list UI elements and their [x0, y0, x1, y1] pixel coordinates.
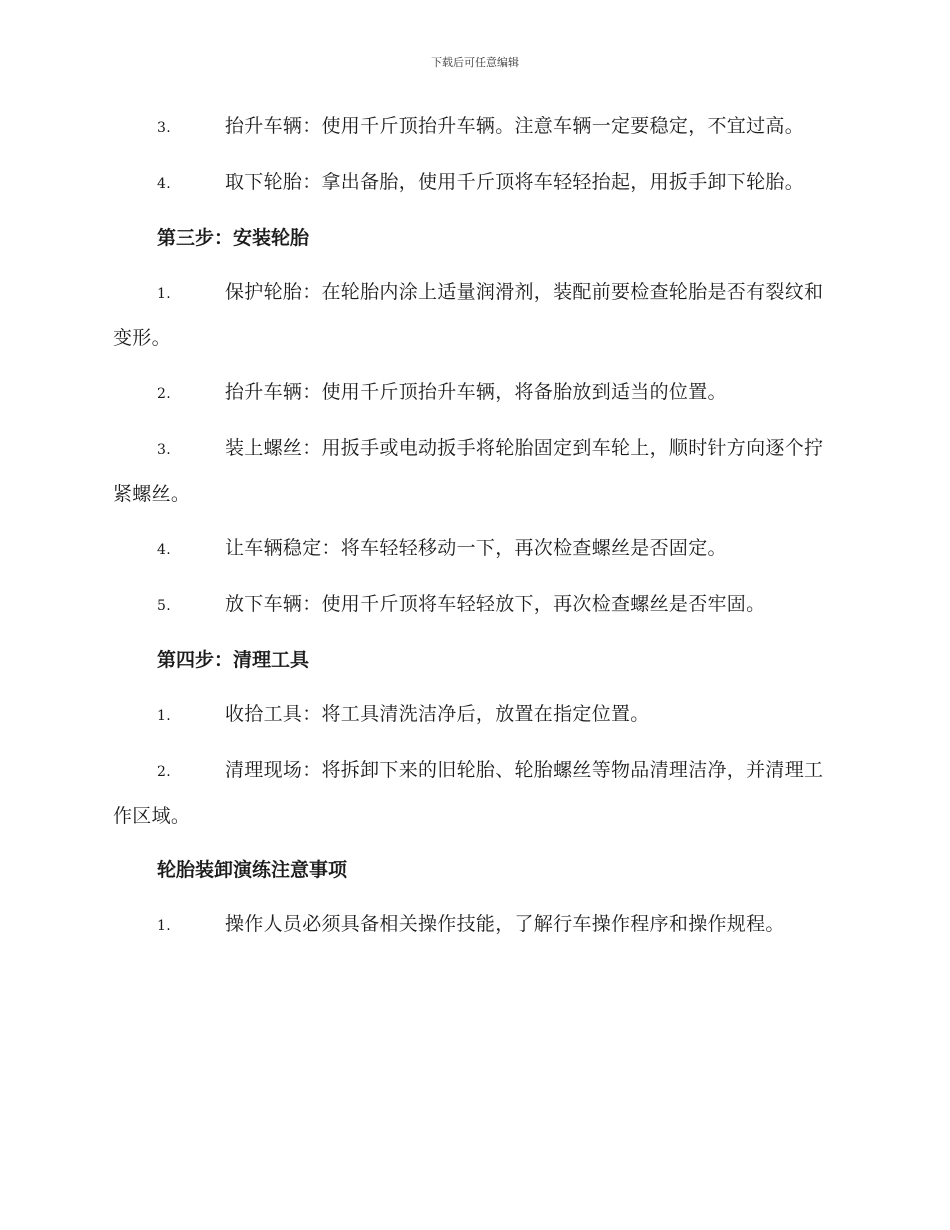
- document-body: [113, 104, 835, 958]
- item-text: 抬升车辆：使用千斤顶抬升车辆，将备胎放到适当的位置。: [225, 381, 727, 403]
- item-number: 3.: [157, 120, 171, 136]
- item-text: 清理现场：将拆卸下来的旧轮胎、轮胎螺丝等物品清理洁净，并清理工作区域。: [113, 759, 824, 827]
- list-item: [113, 582, 835, 628]
- item-number: 5.: [157, 598, 171, 614]
- section-heading: 第四步：清理工具: [157, 649, 310, 671]
- list-item: [113, 270, 835, 360]
- item-number: 1.: [157, 708, 171, 724]
- list-item: [113, 526, 835, 572]
- list-item: [113, 692, 835, 738]
- item-text: 操作人员必须具备相关操作技能，了解行车操作程序和操作规程。: [225, 913, 785, 935]
- list-item: [113, 370, 835, 416]
- item-text: 抬升车辆：使用千斤顶抬升车辆。注意车辆一定要稳定，不宜过高。: [225, 115, 805, 137]
- item-text: 收拾工具：将工具清洗洁净后，放置在指定位置。: [225, 703, 650, 725]
- list-item: [113, 104, 835, 150]
- list-item: [113, 160, 835, 206]
- item-number: 3.: [157, 442, 171, 458]
- list-item: [113, 426, 835, 516]
- page-header: 下载后可任意编辑: [431, 56, 519, 69]
- item-text: 装上螺丝：用扳手或电动扳手将轮胎固定到车轮上，顺时针方向逐个拧紧螺丝。: [113, 437, 824, 505]
- item-number: 1.: [157, 286, 171, 302]
- section-heading: 轮胎装卸演练注意事项: [157, 859, 348, 881]
- item-number: 2.: [157, 764, 171, 780]
- item-text: 让车辆稳定：将车轻轻移动一下，再次检查螺丝是否固定。: [225, 537, 727, 559]
- item-number: 1.: [157, 918, 171, 934]
- item-text: 取下轮胎：拿出备胎，使用千斤顶将车轻轻抬起，用扳手卸下轮胎。: [225, 171, 805, 193]
- item-text: 保护轮胎：在轮胎内涂上适量润滑剂，装配前要检查轮胎是否有裂纹和变形。: [113, 281, 824, 349]
- item-number: 4.: [157, 542, 171, 558]
- list-item: [113, 748, 835, 838]
- item-number: 2.: [157, 386, 171, 402]
- list-item: [113, 902, 835, 948]
- item-number: 4.: [157, 176, 171, 192]
- item-text: 放下车辆：使用千斤顶将车轻轻放下，再次检查螺丝是否牢固。: [225, 593, 766, 615]
- section-heading: 第三步：安装轮胎: [157, 227, 310, 249]
